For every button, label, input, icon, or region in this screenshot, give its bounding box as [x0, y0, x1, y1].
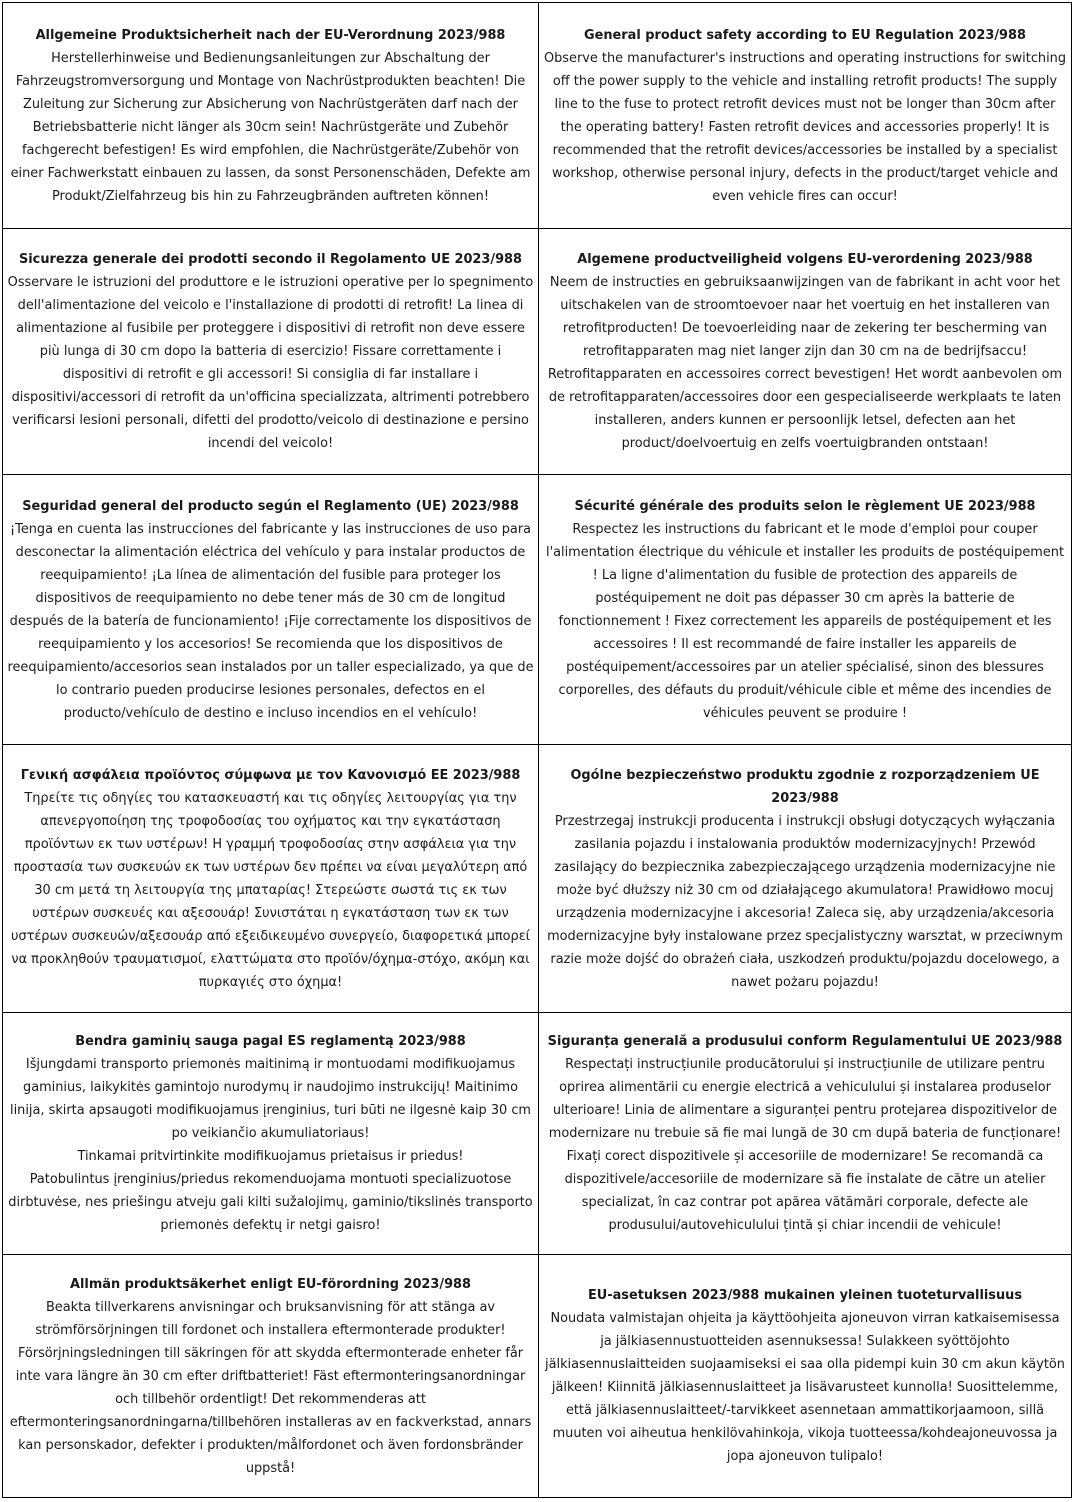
section-title: EU-asetuksen 2023/988 mukainen yleinen tuoteturvallisuus	[587, 1288, 1022, 1303]
section-finnish	[539, 1255, 1071, 1497]
section-body: ¡Tenga en cuenta las instrucciones del fabricante y las instrucciones de uso para desconectar la alimentación eléctrica del vehículo y para instalar productos de reequipamiento! ¡La línea de alimentación del fusible para proteger los dispositivos de reequipamiento no debe tener más de 30 cm de longitud después de la batería de funcionamiento! ¡Fije correctamente los dispositivos de reequipamiento y los accesorios! Se recomienda que los dispositivos de reequipamiento/accesorios sean instalados por un taller especializado, ya que de lo contrario pueden producirse lesiones personales, defectos en el producto/vehículo de destino e incluso incendios en el vehículo!	[7, 521, 534, 721]
section-spanish	[3, 475, 539, 745]
section-title: Seguridad general del producto según el Reglamento (UE) 2023/988	[22, 498, 519, 514]
section-polish	[539, 745, 1071, 1013]
section-swedish	[3, 1255, 539, 1497]
section-greek	[3, 745, 539, 1013]
section-body: Išjungdami transporto priemonės maitinimą ir montuodami modifikuojamus gaminius, laikykitės gamintojo nurodymų ir naudojimo instrukcijų! Maitinimo linija, skirta apsaugoti modifikuojamus įrenginius, turi būti ne ilgesnė kaip 30 cm po veikiančio akumuliatoriaus! Tinkamai pritvirtinkite modifikuojamus prietaisus ir priedus! Patobulintus įrenginius/priedus rekomenduojama montuoti specializuotose dirbtuvėse, nes priešingu atveju gali kilti sužalojimų, gaminio/tikslinės transporto priemonės defektų ir netgi gaisro!	[8, 1057, 533, 1233]
section-title: Ogólne bezpieczeństwo produktu zgodnie z rozporządzeniem UE 2023/988	[570, 767, 1040, 806]
safety-notice-grid	[2, 2, 1072, 1498]
section-title: Sicurezza generale dei prodotti secondo il Regolamento UE 2023/988	[18, 252, 522, 267]
section-title: Γενική ασφάλεια προϊόντος σύμφωνα με τον Κανονισμό ΕΕ 2023/988	[20, 767, 521, 783]
section-title: Allgemeine Produktsicherheit nach der EU-Verordnung 2023/988	[35, 27, 506, 43]
section-body: Observe the manufacturer's instructions and operating instructions for switching off the power supply to the vehicle and installing retrofit products! The supply line to the fuse to protect retrofit devices must not be longer than 30cm after the operating battery! Fasten retrofit devices and accessories properly! It is recommended that the retrofit devices/accessories be installed by a specialist workshop, otherwise personal injury, defects in the product/target vehicle and even vehicle fires can occur!	[543, 50, 1067, 204]
section-body: Herstellerhinweise und Bedienungsanleitungen zur Abschaltung der Fahrzeugstromversorgung und Montage von Nachrüstprodukten beachten! Die Zuleitung zur Sicherung zur Absicherung von Nachrüstgeräten darf nach der Betriebsbatterie nicht länger als 30cm sein! Nachrüstgeräte und Zubehör fachgerecht befestigen! Es wird empfohlen, die Nachrüstgeräte/Zubehör von einer Fachwerkstatt einbauen zu lassen, da sonst Personenschäden, Defekte am Produkt/Zielfahrzeug bis hin zu Fahrzeugbränden auftreten können!	[10, 50, 531, 204]
section-body: Respectez les instructions du fabricant et le mode d'emploi pour couper l'alimentation électrique du véhicule et installer les produits de postéquipement ! La ligne d'alimentation du fusible de protection des appareils de postéquipement ne doit pas dépasser 30 cm après la batterie de fonctionnement ! Fixez correctement les appareils de postéquipement et les accessoires ! Il est recommandé de faire installer les appareils de postéquipement/accessoires par un atelier spécialisé, sinon des blessures corporelles, des défauts du produit/véhicule cible et même des incendies de véhicules peuvent se produire !	[545, 521, 1064, 721]
section-italian	[3, 229, 539, 475]
section-body: Beakta tillverkarens anvisningar och bruksanvisning för att stänga av strömförsörjningen till fordonet och installera eftermonterade produkter! Försörjningsledningen till säkringen för att skydda eftermonterade enheter får inte vara längre än 30 cm efter driftbatteriet! Fäst eftermonteringsanordningar och tillbehör ordentligt! Det rekommenderas att eftermonteringsanordningarna/tillbehören installeras av en fackverkstad, annars kan personskador, defekter i produkten/målfordonet och även fordonsbränder uppstå!	[9, 1299, 532, 1476]
section-english	[539, 3, 1071, 229]
section-french	[539, 475, 1071, 745]
section-romanian	[539, 1013, 1071, 1255]
section-title: Bendra gaminių sauga pagal ES reglamentą 2023/988	[75, 1034, 466, 1049]
section-body: Respectați instrucțiunile producătorului și instrucțiunile de utilizare pentru oprirea alimentării cu energie electrică a vehiculului și instalarea produselor ulterioare! Linia de alimentare a siguranței pentru protejarea dispozitivelor de modernizare nu trebuie să fie mai lungă de 30 cm după bateria de funcționare! Fixați corect dispozitivele și accesoriile de modernizare! Se recomandă ca dispozitivele/accesoriile de modernizare să fie instalate de către un atelier specializat, în caz contrar pot apărea vătămări corporale, defecte ale produsului/autovehiculului țintă și chiar incendii de vehicule!	[548, 1057, 1062, 1233]
section-title: Allmän produktsäkerhet enligt EU-förordning 2023/988	[70, 1276, 471, 1292]
section-title: Algemene productveiligheid volgens EU-verordening 2023/988	[577, 252, 1033, 267]
section-title: Sécurité générale des produits selon le règlement UE 2023/988	[574, 498, 1036, 514]
section-lithuanian	[3, 1013, 539, 1255]
section-body: Przestrzegaj instrukcji producenta i instrukcji obsługi dotyczących wyłączania zasilania pojazdu i instalowania produktów modernizacyjnych! Przewód zasilający do bezpiecznika zabezpieczającego urządzenia modernizacyjne nie może być dłuższy niż 30 cm od działającego akumulatora! Prawidłowo mocuj urządzenia modernizacyjne i akcesoria! Zaleca się, aby urządzenia/akcesoria modernizacyjne były instalowane przez specjalistyczny warsztat, w przeciwnym razie może dojść do obrażeń ciała, uszkodzeń produktu/pojazdu docelowego, a nawet pożaru pojazdu!	[547, 813, 1063, 990]
section-title: General product safety according to EU Regulation 2023/988	[584, 27, 1026, 43]
section-body: Noudata valmistajan ohjeita ja käyttöohjeita ajoneuvon virran katkaisemisessa ja jälkiasennustuotteiden asennuksessa! Sulakkeen syöttöjohto jälkiasennuslaitteiden suojaamiseksi ei saa olla pidempi kuin 30 cm akun käytön jälkeen! Kiinnitä jälkiasennuslaitteet ja lisävarusteet kunnolla! Suosittelemme, että jälkiasennuslaitteet/-tarvikkeet asennetaan ammattikorjaamoon, sillä muuten voi aiheutua henkilövahinkoja, vikoja tuotteessa/kohdeajoneuvossa ja jopa ajoneuvon tulipalo!	[545, 1311, 1065, 1464]
section-german	[3, 3, 539, 229]
section-title: Siguranța generală a produsului conform Regulamentului UE 2023/988	[547, 1034, 1063, 1049]
section-body: Neem de instructies en gebruiksaanwijzingen van de fabrikant in acht voor het uitschakelen van de stroomtoevoer naar het voertuig en het installeren van retrofitproducten! De toevoerleiding naar de zekering ter bescherming van retrofitapparaten mag niet langer zijn dan 30 cm na de bedrijfsaccu! Retrofitapparaten en accessoires correct bevestigen! Het wordt aanbevolen om de retrofitapparaten/accessoires door een gespecialiseerde werkplaats te laten installeren, anders kunnen er persoonlijk letsel, defecten aan het product/doelvoertuig en zelfs voertuigbranden ontstaan!	[547, 275, 1063, 451]
section-body: Osservare le istruzioni del produttore e le istruzioni operative per lo spegnimento dell'alimentazione del veicolo e l'installazione di prodotti di retrofit! La linea di alimentazione al fusibile per proteggere i dispositivi di retrofit non deve essere più lunga di 30 cm dopo la batteria di esercizio! Fissare correttamente i dispositivi di retrofit e gli accessori! Si consiglia di far installare i dispositivi/accessori di retrofit da un'officina specializzata, altrimenti potrebbero verificarsi lesioni personali, difetti del prodotto/veicolo di destinazione e persino incendi del veicolo!	[7, 275, 534, 451]
section-dutch	[539, 229, 1071, 475]
section-body: Τηρείτε τις οδηγίες του κατασκευαστή και τις οδηγίες λειτουργίας για την απενεργοποίηση της τροφοδοσίας του οχήματος και την εγκατάσταση προϊόντων εκ των υστέρων! Η γραμμή τροφοδοσίας στην ασφάλεια για την προστασία των συσκευών εκ των υστέρων δεν πρέπει να είναι μεγαλύτερη από 30 cm μετά τη λειτουργία της μπαταρίας! Στερεώστε σωστά τις εκ των υστέρων συσκευές και αξεσουάρ! Συνιστάται η εγκατάσταση των εκ των υστέρων συσκευών/αξεσουάρ από εξειδικευμένο συνεργείο, διαφορετικά μπορεί να προκληθούν τραυματισμοί, ελαττώματα στο προϊόν/όχημα-στόχο, ακόμη και πυρκαγιές στο όχημα!	[10, 790, 531, 990]
